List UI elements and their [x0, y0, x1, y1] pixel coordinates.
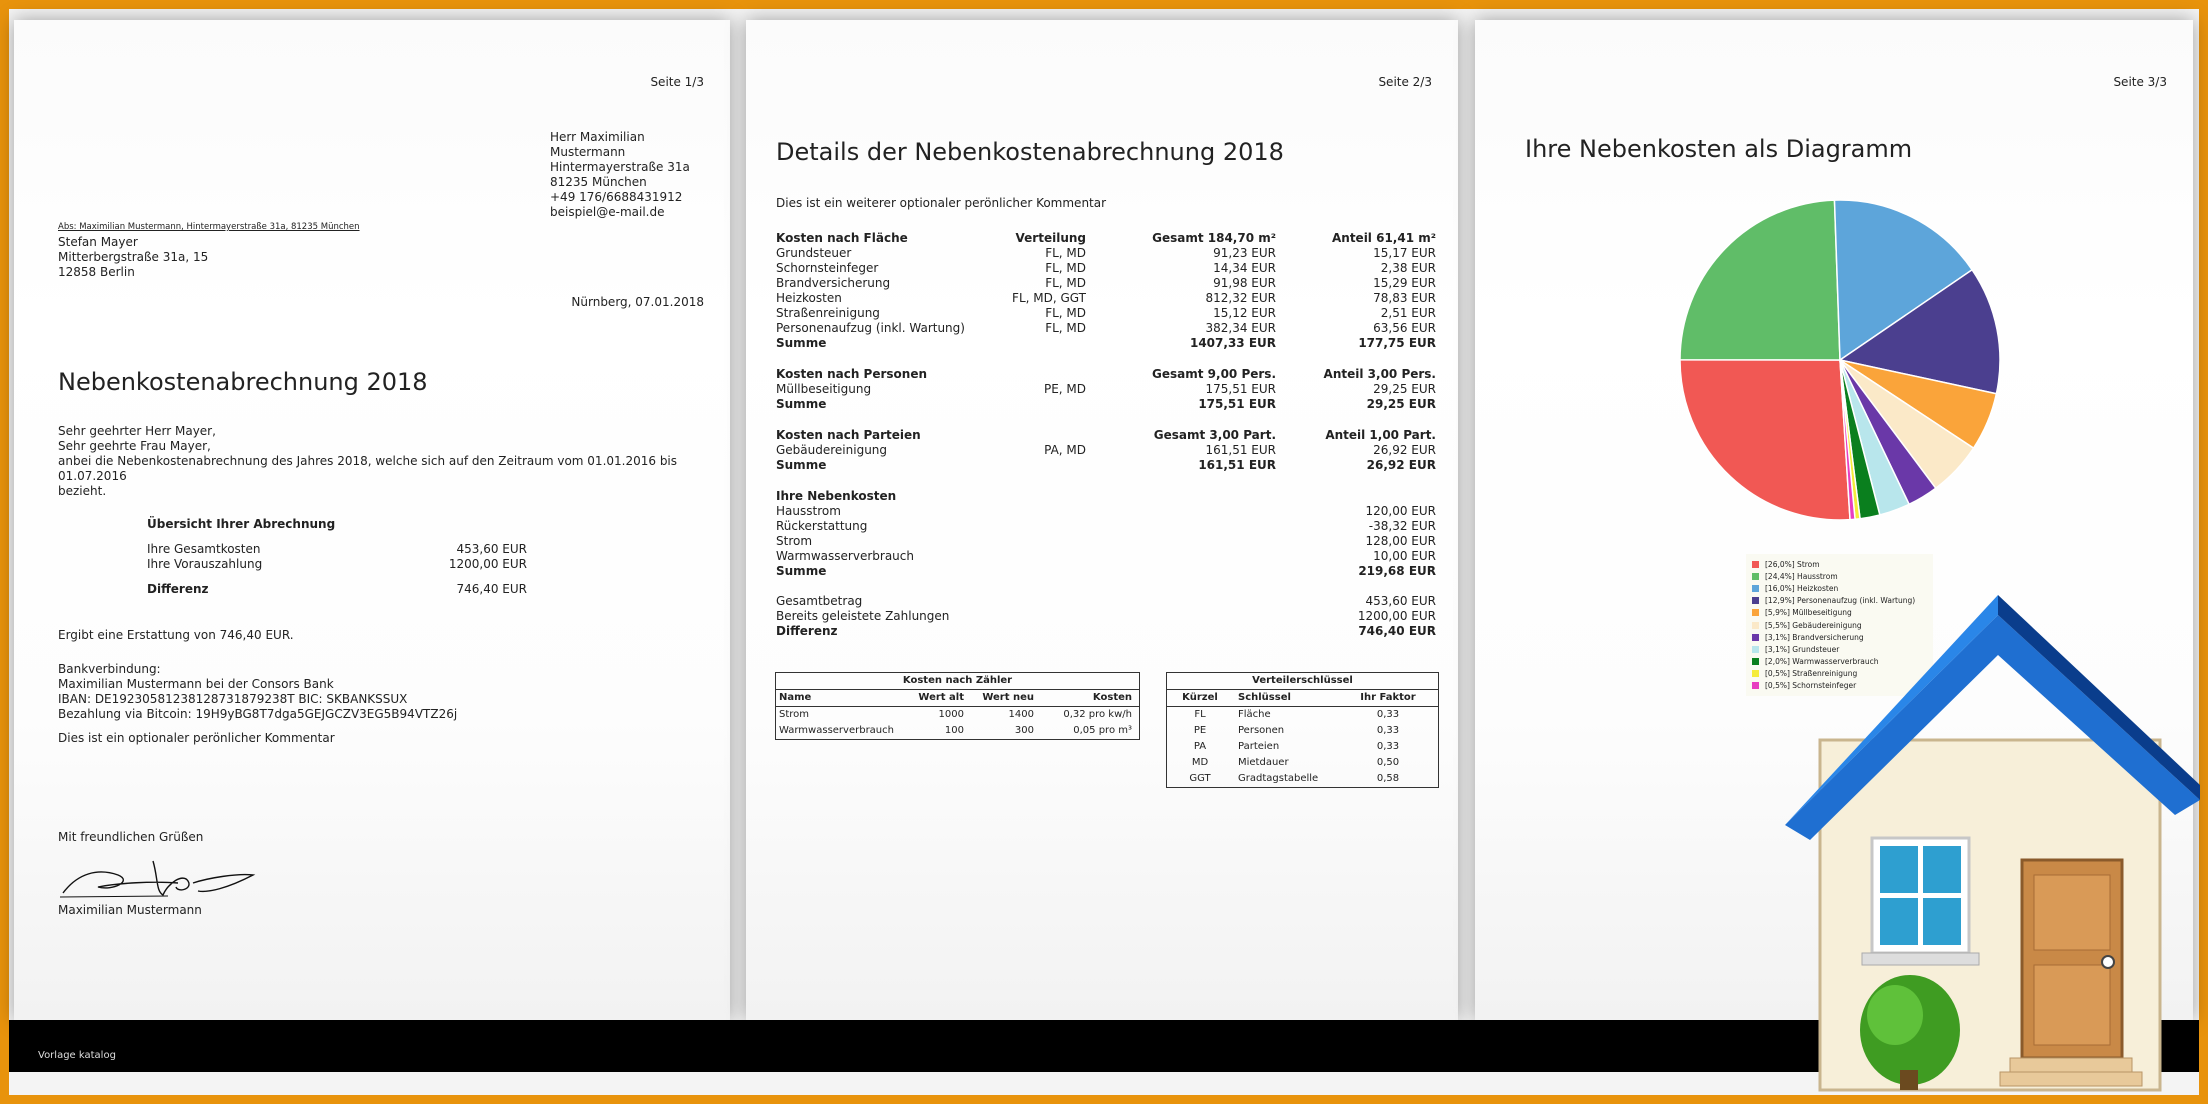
- footer-text: Vorlage katalog: [38, 1050, 116, 1061]
- distribution-key-table: [1166, 672, 1439, 788]
- legend-swatch: [1752, 609, 1759, 616]
- cell: 0,33: [1376, 741, 1400, 752]
- cell: 0,05 pro m³: [1073, 725, 1132, 736]
- refund-text: Ergibt eine Erstattung von 746,40 EUR.: [58, 628, 294, 642]
- table-row: [776, 246, 1436, 261]
- table-row: [776, 382, 1436, 397]
- table-row: [776, 723, 1139, 739]
- cell: FL, MD: [1045, 246, 1086, 260]
- cell: Grundsteuer: [776, 246, 852, 260]
- table-row: [776, 609, 1436, 624]
- cell: 161,51 EUR: [1198, 458, 1276, 472]
- recipient-line: Stefan Mayer: [58, 235, 138, 249]
- header-cell: Gesamt 9,00 Pers.: [1152, 367, 1276, 381]
- cell: [1006, 336, 1086, 351]
- page-title: Ihre Nebenkosten als Diagramm: [1525, 135, 1913, 163]
- cell: Müllbeseitigung: [776, 382, 872, 396]
- cell: Straßenreinigung: [776, 306, 880, 320]
- bank-line: Bankverbindung:: [58, 662, 161, 676]
- table-row: [1167, 755, 1438, 771]
- cell: 453,60 EUR: [1365, 594, 1436, 608]
- cell: 177,75 EUR: [1358, 336, 1436, 350]
- salutation-line: anbei die Nebenkostenabrechnung des Jahres 2018, welche sich auf den Zeitraum vom 01.01.2016 bis 01.07.2016: [58, 454, 678, 483]
- overview-summary: [147, 517, 527, 597]
- page-title: Nebenkostenabrechnung 2018: [58, 368, 428, 396]
- bank-line: Maximilian Mustermann bei der Consors Bank: [58, 677, 334, 691]
- overview-value: 453,60 EUR: [456, 542, 527, 556]
- table-title: Verteilerschlüssel: [1167, 673, 1438, 690]
- bank-line: IBAN: DE19230581238128731879238T BIC: SKBANKSSUX: [58, 692, 408, 706]
- header-cell: Verteilung: [1015, 231, 1086, 245]
- cell: FL, MD: [1045, 321, 1086, 335]
- cell: 91,23 EUR: [1213, 246, 1276, 260]
- cell: Hausstrom: [776, 504, 841, 518]
- legend-label: [2,0%] Warmwasserverbrauch: [1765, 657, 1879, 667]
- table-header: [776, 690, 1139, 707]
- cell: 2,38 EUR: [1380, 261, 1436, 275]
- cell: 91,98 EUR: [1213, 276, 1276, 290]
- header-cell: Kosten nach Personen: [776, 367, 928, 381]
- cell: Fläche: [1238, 709, 1271, 720]
- cell: 1200,00 EUR: [1357, 609, 1436, 623]
- legend-label: [16,0%] Heizkosten: [1765, 583, 1839, 593]
- totals-table: [776, 594, 1436, 639]
- legend-swatch: [1752, 682, 1759, 689]
- bank-line: Bezahlung via Bitcoin: 19H9yBG8T7dga5GEJGCZV3EG5B94VTZ26j: [58, 707, 458, 721]
- sender-line: Hintermayerstraße 31a: [550, 160, 690, 174]
- table-row: [776, 594, 1436, 609]
- header-cell: Ihr Faktor: [1360, 692, 1416, 703]
- cell: Gradtagstabelle: [1238, 773, 1319, 784]
- cell: Parteien: [1238, 741, 1280, 752]
- cell: 26,92 EUR: [1366, 458, 1436, 472]
- overview-total: [147, 582, 527, 597]
- recipient-address: [58, 235, 208, 280]
- table-row: [1167, 707, 1438, 723]
- legend-label: [0,5%] Schornsteinfeger: [1765, 681, 1857, 691]
- header-cell: Kosten: [1092, 692, 1132, 703]
- header-cell: [1006, 428, 1086, 443]
- cell: 15,17 EUR: [1373, 246, 1436, 260]
- legend-entry: [1752, 570, 1927, 582]
- cell: 382,34 EUR: [1205, 321, 1276, 335]
- costs-by-parties-table: [776, 428, 1436, 473]
- cell: MD: [1191, 757, 1209, 768]
- cell: Gesamtbetrag: [776, 594, 863, 608]
- header-cell: Anteil 1,00 Part.: [1325, 428, 1436, 442]
- cell: 14,34 EUR: [1213, 261, 1276, 275]
- cell: 26,92 EUR: [1373, 443, 1436, 457]
- cell: 120,00 EUR: [1365, 504, 1436, 518]
- overview-label: Ihre Vorauszahlung: [147, 557, 263, 571]
- legend-swatch: [1752, 658, 1759, 665]
- cell: Heizkosten: [776, 291, 842, 305]
- sum-row: [776, 336, 1436, 351]
- table-header: [776, 367, 1436, 382]
- sum-row: [776, 458, 1436, 473]
- legend-swatch: [1752, 646, 1759, 653]
- cell: 0,33: [1376, 709, 1400, 720]
- cell: 300: [1014, 725, 1034, 736]
- cell: 15,12 EUR: [1213, 306, 1276, 320]
- cell: 175,51 EUR: [1198, 397, 1276, 411]
- legend-label: [5,9%] Müllbeseitigung: [1765, 608, 1852, 618]
- legend-label: [3,1%] Grundsteuer: [1765, 644, 1840, 654]
- sender-line: 81235 München: [550, 175, 647, 189]
- legend-label: [3,1%] Brandversicherung: [1765, 632, 1864, 642]
- sum-row: [776, 564, 1436, 579]
- page-number: Seite 2/3: [1378, 75, 1432, 89]
- cell: 100: [944, 725, 964, 736]
- letter-date: Nürnberg, 07.01.2018: [571, 295, 704, 309]
- legend-label: [26,0%] Strom: [1765, 559, 1820, 569]
- header-cell: [1006, 367, 1086, 382]
- own-costs-table: [776, 489, 1436, 579]
- cell: 0,58: [1376, 773, 1400, 784]
- overview-total-label: Differenz: [147, 582, 209, 596]
- legend-swatch: [1752, 585, 1759, 592]
- legend-swatch: [1752, 561, 1759, 568]
- cell: FL, MD: [1045, 261, 1086, 275]
- overview-row: [147, 557, 527, 572]
- page-number: Seite 1/3: [650, 75, 704, 89]
- table-header: [1167, 690, 1438, 707]
- cell: 15,29 EUR: [1373, 276, 1436, 290]
- cell: 161,51 EUR: [1205, 443, 1276, 457]
- cell: Personen: [1238, 725, 1285, 736]
- table-row: [1167, 723, 1438, 739]
- table-header: [776, 231, 1436, 246]
- overview-total-value: 746,40 EUR: [456, 582, 527, 596]
- cell: 2,51 EUR: [1380, 306, 1436, 320]
- table-title: Kosten nach Zähler: [776, 673, 1139, 690]
- cell: [1006, 397, 1086, 412]
- cell: 78,83 EUR: [1373, 291, 1436, 305]
- pie-slice: [1680, 200, 1840, 360]
- legend-label: [0,5%] Straßenreinigung: [1765, 669, 1858, 679]
- legend-label: [5,5%] Gebäudereinigung: [1765, 620, 1862, 630]
- cell: Strom: [779, 709, 810, 720]
- cell: Summe: [776, 397, 827, 411]
- cell: PA, MD: [1044, 443, 1086, 457]
- header-cell: Anteil 61,41 m²: [1331, 231, 1436, 245]
- recipient-line: 12858 Berlin: [58, 265, 135, 279]
- cell: 0,50: [1376, 757, 1400, 768]
- sender-address: [550, 130, 720, 220]
- header-cell: Anteil 3,00 Pers.: [1323, 367, 1436, 381]
- personal-comment: Dies ist ein weiterer optionaler perönlicher Kommentar: [776, 196, 1107, 210]
- legend-swatch: [1752, 622, 1759, 629]
- cell: Warmwasserverbrauch: [779, 725, 894, 736]
- header-cell: Wert neu: [982, 692, 1034, 703]
- overview-row: [147, 542, 527, 557]
- cell: 746,40 EUR: [1358, 624, 1436, 638]
- legend-swatch: [1752, 573, 1759, 580]
- overview-value: 1200,00 EUR: [448, 557, 527, 571]
- legend-label: [24,4%] Hausstrom: [1765, 571, 1838, 581]
- cell: 63,56 EUR: [1373, 321, 1436, 335]
- cell: PE, MD: [1043, 382, 1086, 396]
- table-row: [776, 321, 1436, 336]
- table-row: [776, 291, 1436, 306]
- recipient-line: Mitterbergstraße 31a, 15: [58, 250, 209, 264]
- cell: -38,32 EUR: [1368, 519, 1436, 533]
- closing-greeting: Mit freundlichen Grüßen: [58, 830, 204, 844]
- costs-by-area-table: [776, 231, 1436, 351]
- header-cell: Kosten nach Parteien: [776, 428, 921, 442]
- table-row: [776, 443, 1436, 458]
- cell: Summe: [776, 458, 827, 472]
- cell: 1000: [938, 709, 964, 720]
- cell: Summe: [776, 336, 827, 350]
- cell: Rückerstattung: [776, 519, 868, 533]
- cell: Brandversicherung: [776, 276, 891, 290]
- pie-slice: [1680, 360, 1850, 520]
- header-cell: Ihre Nebenkosten: [776, 489, 897, 503]
- table-row: [776, 707, 1139, 723]
- cell: GGT: [1189, 773, 1211, 784]
- cell: 128,00 EUR: [1365, 534, 1436, 548]
- cell: 0,33: [1376, 725, 1400, 736]
- legend-swatch: [1752, 670, 1759, 677]
- overview-title: Übersicht Ihrer Abrechnung: [147, 517, 336, 531]
- cell: 29,25 EUR: [1373, 382, 1436, 396]
- meter-costs-table: [775, 672, 1140, 740]
- table-row: [776, 534, 1436, 549]
- salutation-line: Sehr geehrter Herr Mayer,: [58, 424, 216, 438]
- table-row: [776, 519, 1436, 534]
- cell: FL, MD: [1045, 306, 1086, 320]
- cell: FL, MD, GGT: [1012, 291, 1086, 305]
- table-row: [1167, 739, 1438, 755]
- cell: 1400: [1008, 709, 1034, 720]
- sender-line: Herr Maximilian Mustermann: [550, 130, 645, 159]
- personal-comment: Dies ist ein optionaler perönlicher Kommentar: [58, 731, 335, 745]
- cell: 812,32 EUR: [1205, 291, 1276, 305]
- cell: 175,51 EUR: [1205, 382, 1276, 396]
- legend-swatch: [1752, 634, 1759, 641]
- legend-entry: [1752, 558, 1927, 570]
- cell: 29,25 EUR: [1366, 397, 1436, 411]
- cell: Summe: [776, 564, 827, 578]
- cell: 0,32 pro kw/h: [1063, 709, 1132, 720]
- header-cell: Name: [779, 692, 812, 703]
- page-1: [14, 20, 730, 1020]
- return-address: Abs: Maximilian Mustermann, Hintermayerstraße 31a, 81235 München: [58, 222, 360, 232]
- cell: FL: [1194, 709, 1206, 720]
- bank-details: [58, 662, 457, 722]
- table-header: [776, 428, 1436, 443]
- table-row: [776, 504, 1436, 519]
- cell: Strom: [776, 534, 813, 548]
- salutation-line: bezieht.: [58, 484, 107, 498]
- cell: Warmwasserverbrauch: [776, 549, 914, 563]
- cell: Differenz: [776, 624, 838, 638]
- signature-name: Maximilian Mustermann: [58, 903, 202, 917]
- table-row: [776, 276, 1436, 291]
- costs-by-persons-table: [776, 367, 1436, 412]
- cell: 1407,33 EUR: [1189, 336, 1276, 350]
- table-row: [776, 549, 1436, 564]
- sender-line: beispiel@e-mail.de: [550, 205, 665, 219]
- cell: [1006, 458, 1086, 473]
- cell: Bereits geleistete Zahlungen: [776, 609, 950, 623]
- header-cell: Kosten nach Fläche: [776, 231, 908, 245]
- header-cell: Gesamt 184,70 m²: [1152, 231, 1276, 245]
- cell: Schornsteinfeger: [776, 261, 879, 275]
- sender-line: +49 176/6688431912: [550, 190, 683, 204]
- cell: Gebäudereinigung: [776, 443, 888, 457]
- page-number: Seite 3/3: [2113, 75, 2167, 89]
- salutation-line: Sehr geehrte Frau Mayer,: [58, 439, 211, 453]
- header-cell: Kürzel: [1182, 692, 1218, 703]
- pie-chart: [1675, 195, 2005, 525]
- cell: FL, MD: [1045, 276, 1086, 290]
- page-2: [746, 20, 1458, 1020]
- legend-swatch: [1752, 597, 1759, 604]
- cell: PE: [1193, 725, 1207, 736]
- header-cell: Gesamt 3,00 Part.: [1153, 428, 1276, 442]
- legend-label: [12,9%] Personenaufzug (inkl. Wartung): [1765, 596, 1916, 606]
- cell: 219,68 EUR: [1358, 564, 1436, 578]
- signature-image: [58, 853, 258, 903]
- cell: 10,00 EUR: [1373, 549, 1436, 563]
- header-cell: Wert alt: [918, 692, 964, 703]
- salutation: [58, 424, 698, 499]
- cell: Personenaufzug (inkl. Wartung): [776, 321, 965, 335]
- table-header: [776, 489, 1436, 504]
- cell: PA: [1193, 741, 1207, 752]
- sum-row: [776, 624, 1436, 639]
- sum-row: [776, 397, 1436, 412]
- table-row: [776, 306, 1436, 321]
- table-row: [776, 261, 1436, 276]
- cell: Mietdauer: [1238, 757, 1289, 768]
- page-title: Details der Nebenkostenabrechnung 2018: [776, 138, 1284, 166]
- header-cell: Schlüssel: [1238, 692, 1291, 703]
- table-row: [1167, 771, 1438, 787]
- overview-label: Ihre Gesamtkosten: [147, 542, 261, 556]
- house-icon: [1780, 590, 2200, 1095]
